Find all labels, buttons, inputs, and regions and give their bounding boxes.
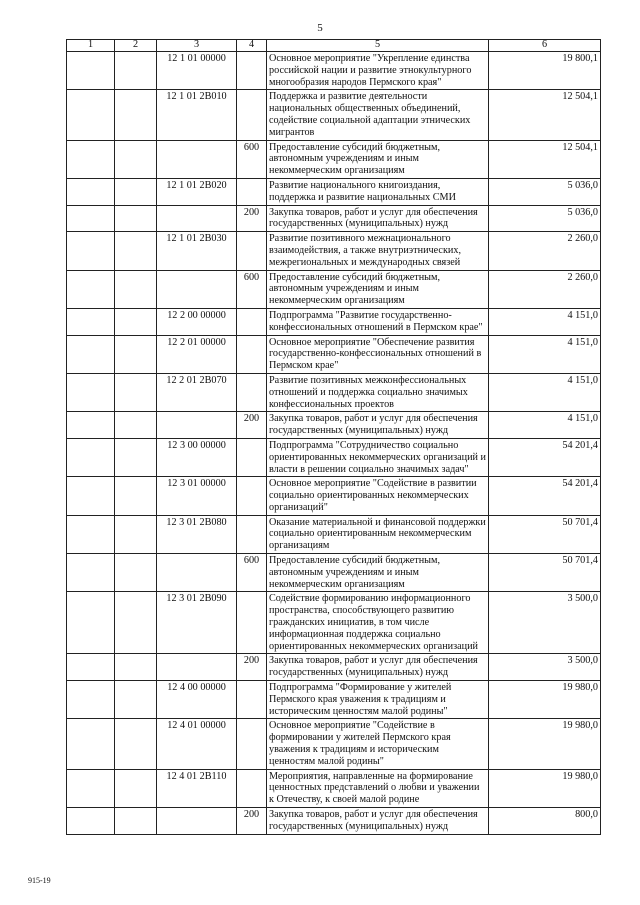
expense-type-code [237,438,267,476]
col-1-cell [67,52,115,90]
col-1-cell [67,205,115,232]
col-2-cell [115,769,157,807]
amount: 4 151,0 [489,373,601,411]
amount: 2 260,0 [489,232,601,270]
expense-type-code: 200 [237,412,267,439]
amount: 12 504,1 [489,90,601,140]
table-row [67,90,601,140]
table-row [67,270,601,308]
col-1-cell [67,592,115,654]
amount: 5 036,0 [489,205,601,232]
budget-table [66,39,601,835]
table-row [67,308,601,335]
item-name: Основное мероприятие "Укрепление единства российской нации и развитие этнокультурного многообразия народов Пермского края" [267,52,489,90]
col-2-cell [115,308,157,335]
item-name: Основное мероприятие "Обеспечение развития государственно-конфессиональных отношений в Пермском крае" [267,335,489,373]
item-name: Подпрограмма "Развитие государственно-конфессиональных отношений в Пермском крае" [267,308,489,335]
target-article-code: 12 1 01 2В030 [157,232,237,270]
amount: 2 260,0 [489,270,601,308]
item-name: Развитие позитивного межнационального взаимодействия, а также внутриэтнических, межрегиональных и международных связей [267,232,489,270]
col-1-cell [67,90,115,140]
table-row [67,769,601,807]
expense-type-code [237,335,267,373]
expense-type-code: 600 [237,554,267,592]
target-article-code: 12 4 01 00000 [157,719,237,769]
header-col-2: 2 [115,40,157,52]
col-2-cell [115,592,157,654]
table-row [67,232,601,270]
table-body [67,52,601,835]
expense-type-code: 200 [237,808,267,835]
target-article-code: 12 3 01 2В090 [157,592,237,654]
expense-type-code [237,90,267,140]
col-1-cell [67,308,115,335]
col-2-cell [115,654,157,681]
amount: 800,0 [489,808,601,835]
header-col-6: 6 [489,40,601,52]
col-1-cell [67,232,115,270]
item-name: Подпрограмма "Сотрудничество социально ориентированных некоммерческих организаций и власти в решении социально значимых задач" [267,438,489,476]
col-2-cell [115,515,157,553]
target-article-code [157,412,237,439]
amount: 12 504,1 [489,140,601,178]
item-name: Поддержка и развитие деятельности национальных общественных объединений, содействие социальной адаптации этнических мигрантов [267,90,489,140]
item-name: Развитие позитивных межконфессиональных отношений и поддержка социально значимых конфессиональных проектов [267,373,489,411]
item-name: Предоставление субсидий бюджетным, автономным учреждениям и иным некоммерческим организациям [267,270,489,308]
amount: 3 500,0 [489,592,601,654]
col-1-cell [67,140,115,178]
target-article-code: 12 1 01 00000 [157,52,237,90]
col-2-cell [115,373,157,411]
col-1-cell [67,373,115,411]
amount: 19 980,0 [489,681,601,719]
expense-type-code [237,52,267,90]
amount: 19 800,1 [489,52,601,90]
expense-type-code: 200 [237,205,267,232]
col-1-cell [67,515,115,553]
target-article-code: 12 3 00 00000 [157,438,237,476]
item-name: Основное мероприятие "Содействие в формировании у жителей Пермского края уважения к традициям и историческим ценностям малой родины" [267,719,489,769]
col-1-cell [67,681,115,719]
expense-type-code [237,232,267,270]
item-name: Содействие формированию информационного пространства, способствующего развитию гражданских инициатив, в том числе информационная поддержка социально ориентированных некоммерческих организаций [267,592,489,654]
table-row [67,477,601,515]
col-2-cell [115,178,157,205]
table-row [67,515,601,553]
target-article-code: 12 3 01 00000 [157,477,237,515]
amount: 50 701,4 [489,554,601,592]
expense-type-code: 600 [237,270,267,308]
expense-type-code [237,477,267,515]
target-article-code: 12 1 01 2В010 [157,90,237,140]
col-2-cell [115,232,157,270]
page-number: 5 [317,22,323,34]
header-col-1: 1 [67,40,115,52]
expense-type-code [237,373,267,411]
table-row [67,681,601,719]
target-article-code [157,140,237,178]
col-2-cell [115,477,157,515]
col-1-cell [67,270,115,308]
target-article-code: 12 2 01 00000 [157,335,237,373]
table-header-row [67,40,601,52]
item-name: Закупка товаров, работ и услуг для обеспечения государственных (муниципальных) нужд [267,205,489,232]
col-1-cell [67,654,115,681]
col-1-cell [67,335,115,373]
col-1-cell [67,477,115,515]
item-name: Подпрограмма "Формирование у жителей Пермского края уважения к традициям и историческим ценностям малой родины" [267,681,489,719]
col-2-cell [115,270,157,308]
amount: 54 201,4 [489,438,601,476]
expense-type-code: 600 [237,140,267,178]
target-article-code [157,554,237,592]
table-row [67,373,601,411]
table-row [67,438,601,476]
item-name: Предоставление субсидий бюджетным, автономным учреждениям и иным некоммерческим организациям [267,140,489,178]
amount: 19 980,0 [489,769,601,807]
col-2-cell [115,412,157,439]
table-row [67,554,601,592]
item-name: Мероприятия, направленные на формирование ценностных представлений о любви и уважении к Отечеству, к своей малой родине [267,769,489,807]
col-2-cell [115,140,157,178]
col-2-cell [115,681,157,719]
col-2-cell [115,808,157,835]
expense-type-code [237,308,267,335]
expense-type-code [237,178,267,205]
document-code: 915-19 [28,876,51,885]
item-name: Основное мероприятие "Содействие в развитии социально ориентированных некоммерческих организаций" [267,477,489,515]
target-article-code [157,205,237,232]
col-1-cell [67,769,115,807]
table-row [67,335,601,373]
col-1-cell [67,412,115,439]
target-article-code: 12 4 01 2В110 [157,769,237,807]
col-1-cell [67,554,115,592]
table-row [67,140,601,178]
table-row [67,205,601,232]
col-2-cell [115,205,157,232]
target-article-code: 12 1 01 2В020 [157,178,237,205]
amount: 5 036,0 [489,178,601,205]
target-article-code [157,270,237,308]
col-2-cell [115,719,157,769]
header-col-5: 5 [267,40,489,52]
expense-type-code [237,592,267,654]
item-name: Развитие национального книгоиздания, поддержка и развитие национальных СМИ [267,178,489,205]
amount: 4 151,0 [489,412,601,439]
table-row [67,412,601,439]
col-2-cell [115,52,157,90]
target-article-code: 12 3 01 2В080 [157,515,237,553]
target-article-code [157,654,237,681]
target-article-code: 12 2 01 2В070 [157,373,237,411]
target-article-code [157,808,237,835]
expense-type-code: 200 [237,654,267,681]
amount: 54 201,4 [489,477,601,515]
col-2-cell [115,438,157,476]
header-col-4: 4 [237,40,267,52]
col-1-cell [67,719,115,769]
table-row [67,592,601,654]
table-row [67,52,601,90]
col-1-cell [67,178,115,205]
col-2-cell [115,554,157,592]
table-row [67,178,601,205]
item-name: Закупка товаров, работ и услуг для обеспечения государственных (муниципальных) нужд [267,654,489,681]
header-col-3: 3 [157,40,237,52]
col-2-cell [115,335,157,373]
expense-type-code [237,719,267,769]
amount: 50 701,4 [489,515,601,553]
table-row [67,719,601,769]
amount: 4 151,0 [489,335,601,373]
item-name: Предоставление субсидий бюджетным, автономным учреждениям и иным некоммерческим организациям [267,554,489,592]
expense-type-code [237,681,267,719]
table-row [67,654,601,681]
target-article-code: 12 2 00 00000 [157,308,237,335]
item-name: Закупка товаров, работ и услуг для обеспечения государственных (муниципальных) нужд [267,808,489,835]
col-2-cell [115,90,157,140]
amount: 4 151,0 [489,308,601,335]
item-name: Оказание материальной и финансовой поддержки социально ориентированным некоммерческим организациям [267,515,489,553]
item-name: Закупка товаров, работ и услуг для обеспечения государственных (муниципальных) нужд [267,412,489,439]
target-article-code: 12 4 00 00000 [157,681,237,719]
col-1-cell [67,438,115,476]
table-row [67,808,601,835]
expense-type-code [237,515,267,553]
amount: 3 500,0 [489,654,601,681]
col-1-cell [67,808,115,835]
expense-type-code [237,769,267,807]
amount: 19 980,0 [489,719,601,769]
